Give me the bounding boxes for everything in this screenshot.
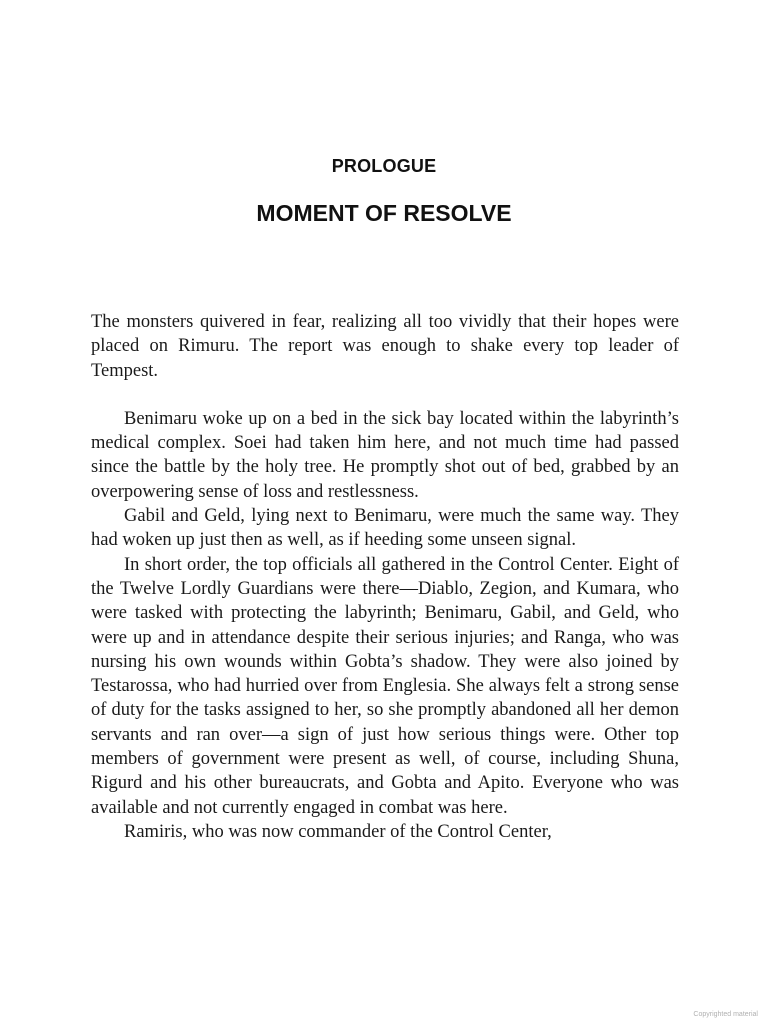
paragraph: Benimaru woke up on a bed in the sick bay located within the labyrinth’s medical complex. Soei had taken him here, and not much time had passed since the battle by the holy tree. He promptly shot out of bed, grabbed by an overpowering sense of loss and restlessness. (91, 408, 679, 502)
copyright-watermark: Copyrighted material (693, 1011, 758, 1018)
body-text (91, 310, 679, 844)
chapter-kicker: PROLOGUE (331, 156, 437, 176)
paragraph: The monsters quivered in fear, realizing all too vividly that their hopes were placed on Rimuru. The report was enough to shake every top leader of Tempest. (91, 312, 679, 381)
paragraph: In short order, the top officials all gathered in the Control Center. Eight of the Twelve Lordly Guardians were there—Diablo, Zegion, and Kumara, who were tasked with protecting the labyrinth; Benimaru, Gabil, and Geld, who were up and in attendance despite their serious injuries; and Ranga, who was nursing his own wounds within Gobta’s shadow. They were also joined by Testarossa, who had hurried over from Englesia. She always felt a strong sense of duty for the tasks assigned to her, so she promptly abandoned all her demon servants and ran over—a sign of just how serious things were. Other top members of government were present as well, of course, including Shuna, Rigurd and his other bureaucrats, and Gobta and Apito. Everyone who was available and not currently engaged in combat was here. (91, 554, 679, 818)
paragraph: Ramiris, who was now commander of the Control Center, (124, 821, 552, 842)
chapter-title: MOMENT OF RESOLVE (256, 200, 512, 226)
paragraph: Gabil and Geld, lying next to Benimaru, were much the same way. They had woken up just then as well, as if heeding some unseen signal. (91, 506, 679, 551)
